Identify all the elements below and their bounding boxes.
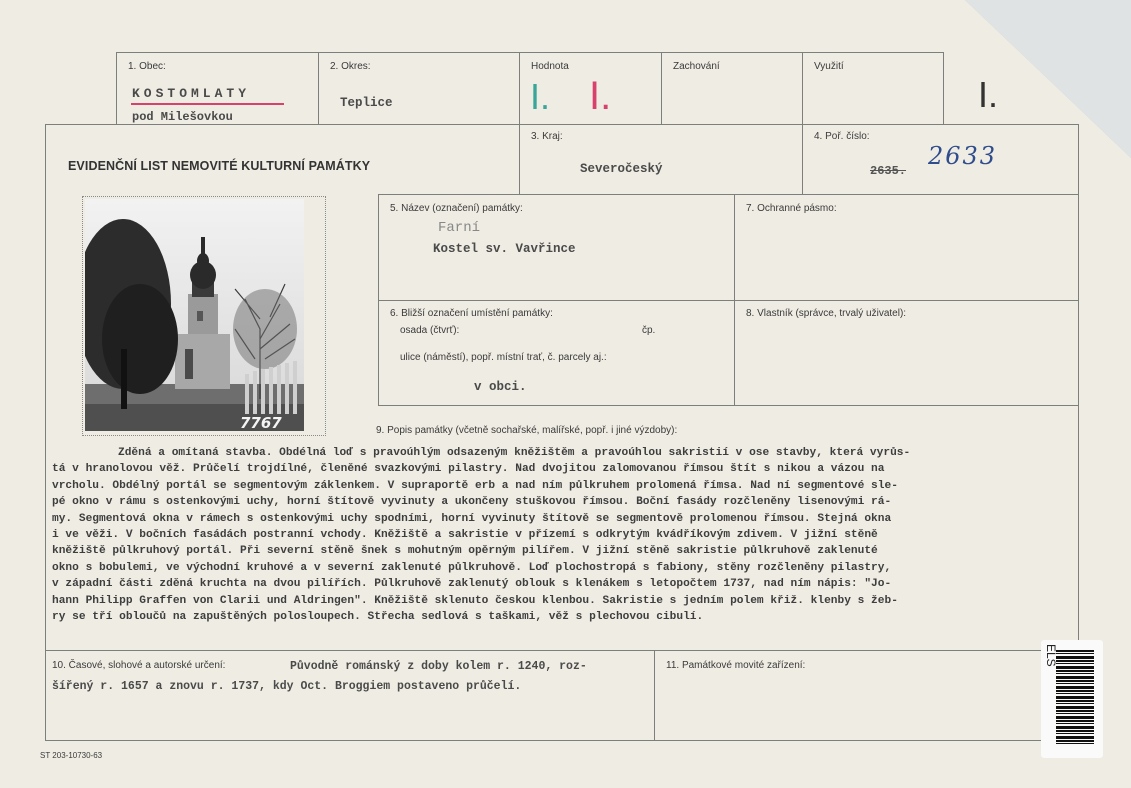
grid-line xyxy=(45,740,1079,741)
popis-line: vrcholu. Obdélný portál se segmentovým záklenkem. V supraportě erb a nad ním půlkruhem prolomená římsa. Nad ní segmentové sle- xyxy=(52,479,898,492)
grid-line xyxy=(378,300,1078,301)
grid-line xyxy=(45,124,1079,125)
grid-line xyxy=(519,52,520,194)
grid-line xyxy=(802,52,803,194)
nazev-label: 5. Název (označení) památky: xyxy=(390,203,523,214)
church-photo xyxy=(85,199,304,431)
cislo-new-value: 2633 xyxy=(928,142,998,170)
footer-code: ST 203-10730-63 xyxy=(40,751,103,760)
popis-line: Zděná a omítaná stavba. Obdélná loď s pravoúhlým odsazeným kněžištěm a pravoúhlou sakristií v ose stavby, která vyrůs- xyxy=(118,447,911,459)
kraj-label: 3. Kraj: xyxy=(531,131,563,142)
cislo-old-value: 2635. xyxy=(870,164,907,178)
vlastnik-label: 8. Vlastník (správce, trvalý uživatel): xyxy=(746,308,907,319)
photo-number: 7767 xyxy=(240,414,282,432)
popis-line: hann Philipp Graffen von Clarii und Aldringen". Kněžiště sklenuto českou klenbou. Sakristie s jedním polem křiž. klenby s žeb- xyxy=(52,594,898,607)
barcode-icon xyxy=(1056,650,1094,746)
obec-value: KOSTOMLATY xyxy=(132,86,251,101)
nazev-line1: Farní xyxy=(438,220,481,236)
grid-line xyxy=(943,52,944,124)
popis-line: pé okno v rámu s ostenkovými uchy, horní štítově vyvinuty a ukončeny stuškovou římsou. Boční fasády rozčleněny lisenovými rá- xyxy=(52,496,892,509)
grid-line xyxy=(378,194,1078,195)
obec-underline xyxy=(131,103,284,105)
popis-line: kněžiště půlkruhový portál. Při severní stěně šnek s mohutným opěrným pilířem. V jižní stěně sakristie půlkruhově zaklenuté xyxy=(52,545,878,558)
obec-label: 1. Obec: xyxy=(128,61,166,72)
kraj-value: Severočeský xyxy=(580,162,663,176)
form-title: EVIDENČNÍ LIST NEMOVITÉ KULTURNÍ PAMÁTKY xyxy=(68,159,371,173)
grid-line xyxy=(378,405,1078,406)
nazev-line2: Kostel sv. Vavřince xyxy=(433,242,576,256)
hodnota-value-red: I. xyxy=(589,74,612,118)
grid-line xyxy=(116,52,944,53)
grid-line xyxy=(45,650,1079,651)
urceni-line2: šířený r. 1657 a znovu r. 1737, kdy Oct. Broggiem postaveno průčelí. xyxy=(52,680,522,693)
okres-value: Teplice xyxy=(340,96,393,110)
pasmo-label: 7. Ochranné pásmo: xyxy=(746,203,837,214)
cp-label: čp. xyxy=(642,325,656,336)
zarizeni-label: 11. Památkové movité zařízení: xyxy=(666,660,806,671)
popis-line: ry se tří obloučů na zapuštěných polosloupech. Střecha sedlová s taškami, věž s plechovou cibulí. xyxy=(52,611,704,624)
obec-sub-value: pod Milešovkou xyxy=(132,110,233,124)
popis-line: v západní části zděná kruchta na dvou pilířích. Půlkruhově zaklenutý oblouk s klenákem s letopočtem 1737, nad ním nápis: "Jo- xyxy=(52,578,892,591)
hodnota-value-green: I. xyxy=(530,76,551,117)
grid-line xyxy=(318,52,319,124)
urceni-line1: Původně románský z doby kolem r. 1240, roz- xyxy=(290,660,587,673)
urceni-label: 10. Časové, slohové a autorské určení: xyxy=(52,660,226,671)
popis-line: my. Segmentová okna v rámech s ostenkovými uchy spodními, horní vyvinuty štítově se segmentově prolomenou římsou. Stejná okna xyxy=(52,512,892,525)
popis-line: okno s bobulemi, ve východní kruhové a v severní zaklenuté půlkruhově. Loď plochostropá s fabiony, stěny rozčleněny pilastry, xyxy=(52,561,892,574)
stamp-text: ELS xyxy=(1044,644,1058,667)
cislo-label: 4. Poř. číslo: xyxy=(814,131,870,142)
vyuziti-label: Využití xyxy=(814,61,844,72)
umisteni-label: 6. Bližší označení umístění památky: xyxy=(390,308,553,319)
grid-line xyxy=(654,650,655,741)
umisteni-value: v obci. xyxy=(474,380,527,394)
osada-label: osada (čtvrť): xyxy=(400,325,460,336)
zachovani-label: Zachování xyxy=(673,61,720,72)
hodnota-label: Hodnota xyxy=(531,61,569,72)
popis-label: 9. Popis památky (včetně sochařské, malířské, popř. i jiné výzdoby): xyxy=(376,425,678,436)
corner-mark: I. xyxy=(978,74,999,115)
popis-line: tá v hranolovou věž. Průčelí trojdílné, členěné svazkovými pilastry. Nad dvojitou zalomovanou římsou štít s nikou a vázou na xyxy=(52,463,885,476)
grid-line xyxy=(116,52,117,124)
grid-line xyxy=(661,52,662,124)
okres-label: 2. Okres: xyxy=(330,61,371,72)
popis-line: i ve věži. V bočních fasádách postranní vchody. Kněžiště a sakristie v přízemí s odkrytým kvádříkovým zdivem. V jižní stěně xyxy=(52,529,878,542)
grid-line xyxy=(45,124,46,741)
ulice-label: ulice (náměstí), popř. místní trať, č. parcely aj.: xyxy=(400,352,607,363)
popis-text xyxy=(52,445,1064,625)
